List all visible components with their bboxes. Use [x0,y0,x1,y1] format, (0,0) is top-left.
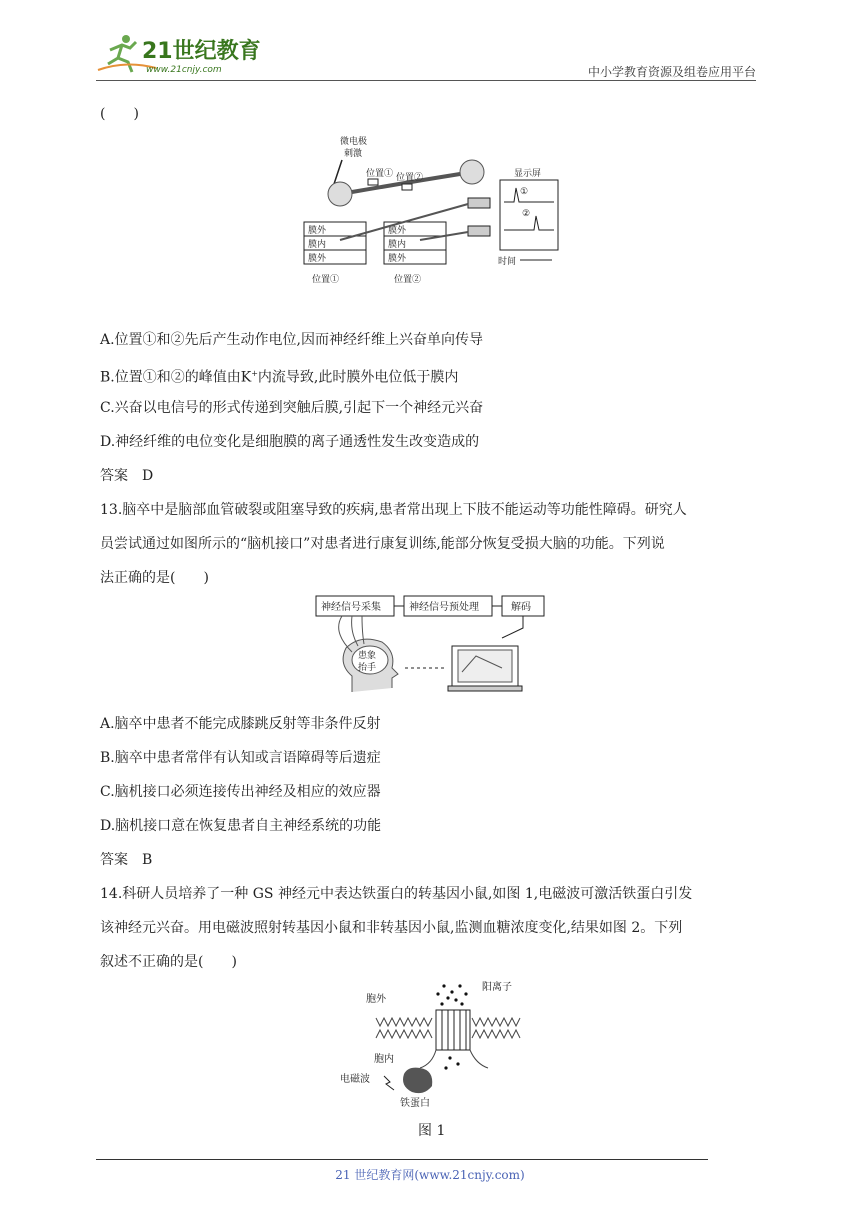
site-logo [96,30,266,78]
q12-option-b [100,364,458,388]
q12-option-a: A.位置①和②先后产生动作电位,因而神经纤维上兴奋单向传导 [100,332,484,348]
m2-out2: 膜外 [388,254,407,264]
neuron-right-icon [460,160,484,184]
q12-option-b-sup: + [251,369,258,378]
outside-label: 胞外 [366,994,386,1005]
pos2-label: 位置② [396,173,424,183]
inside-label: 胞内 [374,1054,394,1065]
q14-stem-2: 该神经元兴奋。用电磁波照射转基因小鼠和非转基因小鼠,监测血糖浓度变化,结果如图 2。下列 [100,920,683,936]
screen-label: 显示屏 [514,169,542,179]
pos1-label: 位置① [366,169,394,179]
q12-stem-end: ( ) [100,106,139,122]
footer-divider [96,1159,708,1160]
cation-label: 阳离子 [482,982,512,993]
q12-answer: 答案 D [100,468,154,484]
time-label: 时间 [498,257,517,267]
channel-protein [436,1010,470,1050]
logo-text: 21世纪教育 [142,39,261,64]
wave-label: 电磁波 [340,1074,370,1085]
q13-option-b: B.脑卒中患者常伴有认知或言语障碍等后遗症 [100,750,381,766]
q13-stem-1: 13.脑卒中是脑部血管破裂或阻塞导致的疾病,患者常出现上下肢不能运动等功能性障碍。研究人 [100,502,687,518]
electrode-label: 微电极 [340,137,368,147]
q14-stem-3: 叙述不正确的是( ) [100,954,237,970]
q12-option-d: D.神经纤维的电位变化是细胞膜的离子通透性发生改变造成的 [100,434,480,450]
neuron-left-icon [328,182,352,206]
header-divider [96,80,756,81]
q13-option-a: A.脑卒中患者不能完成膝跳反射等非条件反射 [100,716,381,732]
amplifier-1 [468,198,490,208]
electrode-icon [334,160,342,184]
thought-line2: 抬手 [358,663,377,673]
stim-label: 刺激 [344,149,363,159]
m1-in: 膜内 [308,240,327,250]
lightning-icon [384,1076,394,1090]
pos1-marker [368,179,378,185]
m2-out: 膜外 [388,226,407,236]
box3-label: 解码 [511,602,531,613]
q14-stem-1: 14.科研人员培养了一种 GS 神经元中表达铁蛋白的转基因小鼠,如图 1,电磁波可激活铁蛋白引发 [100,886,693,902]
footer-text[interactable]: 21 世纪教育网(www.21cnjy.com) [335,1168,525,1182]
platform-name: 中小学教育资源及组卷应用平台 [587,65,756,79]
m2-in: 膜内 [388,240,407,250]
pos2-marker [402,184,412,190]
logo-url: www.21cnjy.com [146,65,222,75]
pos2-bottom-label: 位置② [394,275,422,285]
thought-line1: 患象 [358,651,377,661]
q14-figure [336,978,536,1112]
q13-answer: 答案 B [100,852,153,868]
amplifier-2 [468,226,490,236]
q13-figure [312,592,552,700]
ferritin-icon [403,1068,432,1094]
pos1-bottom-label: 位置① [312,275,340,285]
m1-out: 膜外 [308,226,327,236]
figure1-caption: 图 1 [418,1123,446,1139]
q13-stem-3: 法正确的是( ) [100,570,209,586]
ferritin-label: 铁蛋白 [400,1098,430,1109]
q12-option-b-rest: 内流导致,此时膜外电位低于膜内 [257,369,459,386]
trace1-label: ① [520,187,529,197]
m1-out2: 膜外 [308,254,327,264]
q13-option-d: D.脑机接口意在恢复患者自主神经系统的功能 [100,818,382,834]
box1-label: 神经信号采集 [321,602,381,613]
q13-option-c: C.脑机接口必须连接传出神经及相应的效应器 [100,784,381,800]
trace2-label: ② [522,209,531,219]
q13-stem-2: 员尝试通过如图所示的“脑机接口”对患者进行康复训练,能部分恢复受损大脑的功能。下列说 [100,536,665,552]
q12-option-b-start: B.位置①和②的峰值由K [100,369,252,386]
q12-option-c: C.兴奋以电信号的形式传递到突触后膜,引起下一个神经元兴奋 [100,400,484,416]
box2-label: 神经信号预处理 [409,602,479,613]
q12-figure [300,132,562,292]
